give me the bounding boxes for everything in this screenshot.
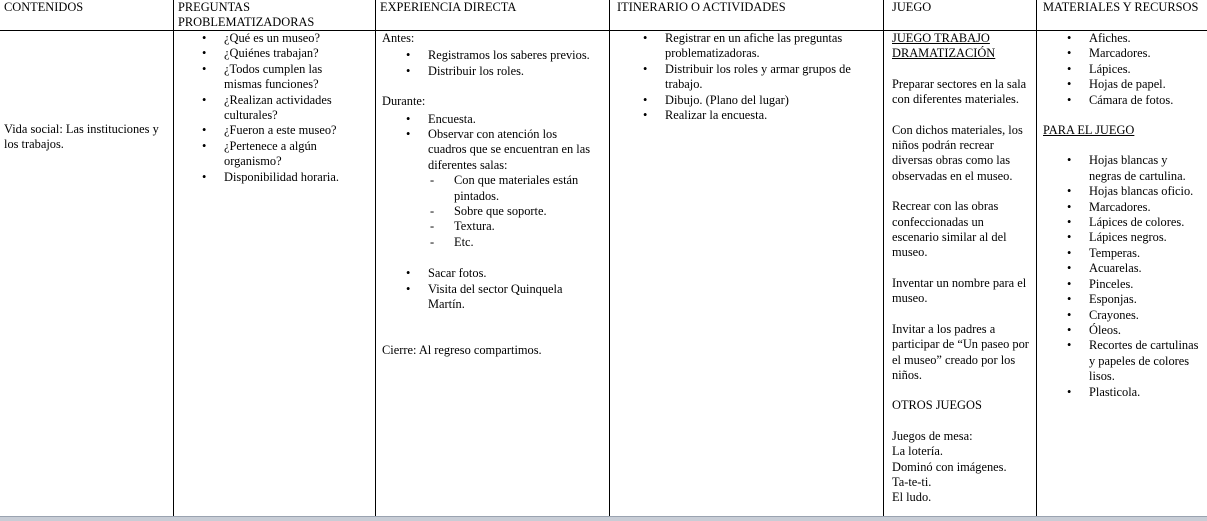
list-item: • Hojas blancas oficio. (1043, 184, 1201, 199)
list-item: • Cámara de fotos. (1043, 93, 1201, 108)
durante-list-2 (382, 266, 595, 312)
list-item: • Afiches. (1043, 31, 1201, 46)
list-item: • ¿Realizan actividades culturales? (178, 93, 355, 124)
list-item: • Recortes de cartulinas y papeles de colores lisos. (1043, 338, 1201, 384)
juego-parrafo-3: Recrear con las obras confeccionadas un escenario similar al del museo. (892, 199, 1007, 260)
list-item: • Registrar en un afiche las preguntas problematizadoras. (619, 31, 873, 62)
list-item: El ludo. (892, 490, 932, 505)
list-item: • Plasticola. (1043, 385, 1201, 400)
materiales-juego-list (1043, 153, 1201, 400)
list-item: • Registramos los saberes previos. (382, 48, 595, 63)
column-experiencia (376, 0, 610, 521)
otros-juegos-title: OTROS JUEGOS (892, 398, 982, 413)
list-item: • Marcadores. (1043, 200, 1201, 215)
list-item: • Esponjas. (1043, 292, 1201, 307)
list-item: • ¿Fueron a este museo? (178, 123, 355, 138)
window-bottom-edge (0, 516, 1207, 521)
list-item: • Óleos. (1043, 323, 1201, 338)
list-item: • Lápices de colores. (1043, 215, 1201, 230)
list-item: • Distribuir los roles. (382, 64, 595, 79)
list-item: Ta-te-ti. (892, 474, 932, 489)
list-item: • Lápices negros. (1043, 230, 1201, 245)
materiales-list (1043, 31, 1201, 108)
antes-list (382, 48, 595, 79)
column-contenidos (0, 0, 174, 521)
list-item: • ¿Todos cumplen las mismas funciones? (178, 62, 355, 93)
column-preguntas (174, 0, 376, 521)
list-item: • Temperas. (1043, 246, 1201, 261)
juego-parrafo-4: Inventar un nombre para el museo. (892, 275, 1027, 306)
list-item: - Textura. (430, 219, 595, 234)
column-materiales (1037, 0, 1207, 521)
column-itinerario (610, 0, 884, 521)
list-item: - Sobre que soporte. (430, 204, 595, 219)
column-juego (884, 0, 1037, 521)
list-item: • Crayones. (1043, 308, 1201, 323)
list-item: La lotería. (892, 444, 943, 459)
list-item: • Hojas blancas y negras de cartulina. (1043, 153, 1201, 184)
itinerario-list (619, 31, 873, 123)
list-item: • Sacar fotos. (382, 266, 595, 281)
list-item: • ¿Qué es un museo? (178, 31, 355, 46)
list-item: • Dibujo. (Plano del lugar) (619, 93, 873, 108)
juego-parrafo-1: Preparar sectores en la sala con diferentes materiales. (892, 76, 1027, 107)
header-itinerario: ITINERARIO O ACTIVIDADES (617, 0, 786, 14)
list-item: • Disponibilidad horaria. (178, 170, 355, 185)
para-el-juego-title: PARA EL JUEGO (1043, 123, 1135, 138)
durante-label: Durante: (382, 94, 426, 109)
list-item: • Observar con atención los cuadros que se encuentran en las diferentes salas: (382, 127, 595, 173)
list-item: - Etc. (430, 235, 595, 250)
contenidos-text: Vida social: Las instituciones y los trabajos. (4, 122, 159, 152)
header-materiales: MATERIALES Y RECURSOS (1043, 0, 1199, 14)
list-item: • Encuesta. (382, 112, 595, 127)
list-item: • Distribuir los roles y armar grupos de trabajo. (619, 62, 873, 93)
list-item: • ¿Quiénes trabajan? (178, 46, 355, 61)
header-experiencia: EXPERIENCIA DIRECTA (380, 0, 517, 14)
header-contenidos: CONTENIDOS (4, 0, 84, 14)
list-item: • Lápices. (1043, 62, 1201, 77)
juego-parrafo-2: Con dichos materiales, los niños podrán recrear diversas obras como las observadas en el museo. (892, 122, 1023, 183)
juego-titulo: JUEGO TRABAJO DRAMATIZACIÓN (892, 31, 996, 61)
list-item: • Marcadores. (1043, 46, 1201, 61)
list-item: • Realizar la encuesta. (619, 108, 873, 123)
header-preguntas: PREGUNTAS PROBLEMATIZADORAS (178, 0, 315, 29)
cierre-text: Cierre: Al regreso compartimos. (382, 342, 542, 357)
durante-sublist (430, 173, 595, 250)
juegos-mesa-label: Juegos de mesa: (892, 428, 973, 443)
list-item: • Hojas de papel. (1043, 77, 1201, 92)
antes-label: Antes: (382, 31, 415, 45)
preguntas-list (178, 31, 355, 185)
durante-list (382, 112, 595, 174)
list-item: Dominó con imágenes. (892, 459, 1007, 474)
list-item: • ¿Pertenece a algún organismo? (178, 139, 355, 170)
header-juego: JUEGO (892, 0, 932, 14)
list-item: - Con que materiales están pintados. (430, 173, 595, 204)
list-item: • Visita del sector Quinquela Martín. (382, 282, 595, 313)
list-item: • Pinceles. (1043, 277, 1201, 292)
juego-parrafo-5: Invitar a los padres a participar de “Un paseo por el museo” creado por los niños. (892, 321, 1029, 382)
list-item: • Acuarelas. (1043, 261, 1201, 276)
